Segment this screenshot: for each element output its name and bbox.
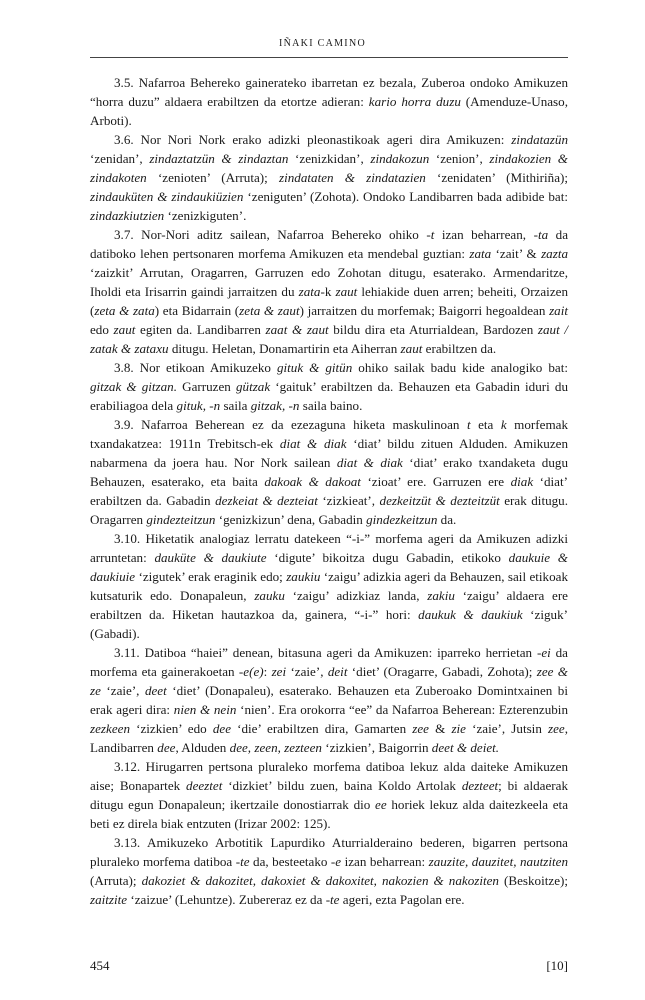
italic-term: dee <box>157 740 176 755</box>
italic-term: diat & diak <box>336 455 403 470</box>
italic-term: zaat & zaut <box>265 322 329 337</box>
text-run: ‘zigutek’ erak eraginik edo; <box>135 569 287 584</box>
text-run: ‘zenizkiguten’. <box>164 208 247 223</box>
italic-term: zaukiu <box>286 569 321 584</box>
italic-term: zaut <box>335 284 358 299</box>
text-run: horiek lekuz alda daitezkeela eta beti ez direla biak entzuten (Irizar 2002: 125). <box>90 797 569 831</box>
italic-term: -te <box>325 892 340 907</box>
italic-term: kario horra duzu <box>368 94 461 109</box>
text-run: ) jarraitzen du morfemak; Baigorri hegoaldean <box>299 303 550 318</box>
text-run: ‘zaie’, <box>286 664 328 679</box>
text-run: ‘zioat’ ere. Garruzen ere <box>360 474 511 489</box>
text-run: ‘zenion’, <box>429 151 490 166</box>
italic-term: zata <box>469 246 492 261</box>
paragraph <box>90 73 568 130</box>
italic-term: gituk & gitün <box>276 360 353 375</box>
text-run: ‘zizkieat’, <box>317 493 380 508</box>
text-run: da. <box>437 512 457 527</box>
italic-term: zie <box>451 721 466 736</box>
text-run: ‘zaizue’ (Lehuntze). Zubereraz ez da <box>127 892 326 907</box>
italic-term: zaut / zatak & zataxu <box>90 322 569 356</box>
text-run: da datiboko lehen pertsonaren morfema Amikuzen eta mendebal guztian: <box>90 227 569 261</box>
text-run: ‘gaituk’ erabiltzen da. Behauzen eta Gabadin iduri du erabiliagoa dela <box>90 379 568 413</box>
paragraph <box>90 415 568 529</box>
text-run: morfemak txandakatzea: 1911n Trebitsch-ek <box>90 417 568 451</box>
paragraph <box>90 225 568 358</box>
italic-term: gindezkeitzun <box>366 512 438 527</box>
body-text <box>90 73 568 909</box>
text-run: & <box>429 721 452 736</box>
text-run: ‘zizkien’, Baigorrin <box>321 740 432 755</box>
text-run: ‘zaie’, Jutsin <box>465 721 548 736</box>
text-run: saila <box>220 398 251 413</box>
page-number: 454 <box>90 958 110 973</box>
italic-term: deet <box>144 683 167 698</box>
text-run: ‘zenizkidan’, <box>288 151 371 166</box>
text-run: ‘diat’ erako txandaketa dugu Behauzen, esaterako, eta baita <box>90 455 568 489</box>
text-run: ‘diet’ (Oragarre, Gabadi, Zohota); <box>347 664 537 679</box>
text-run: 3.9. Nafarroa Beherean ez da ezezaguna hiketa maskulinoan <box>114 417 467 432</box>
text-run: ohiko sailak badu kide analogiko bat: <box>352 360 568 375</box>
italic-term: zindaztatzün & zindaztan <box>149 151 289 166</box>
italic-term: zei <box>271 664 287 679</box>
text-run: ‘zait’ & <box>491 246 542 261</box>
text-run: ageri, ezta Pagolan ere. <box>339 892 465 907</box>
text-run: (Amenduze-Unaso, Arboti). <box>90 94 568 128</box>
text-run: ‘nien’. Era orokorra “ee” da Nafarroa Beherean: Ezterenzubin <box>236 702 568 717</box>
italic-term: zaut <box>400 341 423 356</box>
text-run: izan beharrean: <box>341 854 429 869</box>
text-run: saila baino. <box>299 398 363 413</box>
italic-term: k <box>500 417 507 432</box>
italic-term: zindatazün <box>511 132 568 147</box>
text-run: -k <box>320 284 336 299</box>
italic-term: zazta <box>541 246 569 261</box>
italic-term: -e(e) <box>238 664 264 679</box>
italic-term: zindataten & zindatazien <box>279 170 426 185</box>
italic-term: deit <box>327 664 348 679</box>
italic-term: daukuk & daukiuk <box>418 607 523 622</box>
text-run: (Beskoitze); <box>498 873 568 888</box>
italic-term: zeta & zata <box>94 303 155 318</box>
italic-term: dee <box>212 721 232 736</box>
italic-term: zait <box>549 303 568 318</box>
text-run: 3.12. Hirugarren pertsona pluraleko morfema datiboa lekuz alda daiteke Amikuzen aise; Bonapartek <box>90 759 568 793</box>
paragraph <box>90 130 568 225</box>
paragraph <box>90 529 568 643</box>
paragraph <box>90 833 568 909</box>
text-run: eta <box>470 417 501 432</box>
text-run: erabiltzen da. <box>422 341 497 356</box>
text-run: ‘zizkien’ edo <box>130 721 213 736</box>
italic-term: gützak <box>235 379 271 394</box>
text-run: ‘diat’ erabiltzen da. Gabadin <box>90 474 568 508</box>
italic-term: zauku <box>254 588 285 603</box>
text-run: bildu dira eta Aturrialdean, Bardozen <box>328 322 538 337</box>
text-run: ‘zenidan’, <box>90 151 150 166</box>
italic-term: zata <box>298 284 321 299</box>
text-run: izan beharrean, <box>434 227 534 242</box>
text-run: 3.13. Amikuzeko Arbotitik Lapurdiko Aturrialderaino bederen, bigarren pertsona pluraleko morfema datiboa <box>90 835 568 869</box>
running-header: IÑAKI CAMINO <box>279 38 366 49</box>
italic-term: -ei <box>536 645 551 660</box>
italic-term: dezkeiat & dezteiat <box>215 493 318 508</box>
italic-term: -te <box>235 854 250 869</box>
italic-term: dakoziet & dakozitet, dakoxiet & dakoxitet, nakozien & nakoziten <box>141 873 499 888</box>
italic-term: gitzak & gitzan. <box>90 379 178 394</box>
italic-term: dakoak & dakoat <box>264 474 361 489</box>
text-run: da morfema eta gainerakoetan <box>90 645 568 679</box>
italic-term: zauzite, dauzitet, nautziten <box>428 854 569 869</box>
italic-term: -e <box>330 854 342 869</box>
italic-term: zeta & zaut <box>239 303 300 318</box>
italic-term: zindakozun <box>370 151 430 166</box>
paragraph <box>90 643 568 757</box>
italic-term: zee <box>412 721 429 736</box>
text-run: edo <box>90 322 114 337</box>
italic-term: gitzak, -n <box>250 398 300 413</box>
italic-term: deeztet <box>186 778 223 793</box>
text-run: ‘zeniguten’ (Zohota). Ondoko Landibarren bada adibide bat: <box>243 189 568 204</box>
text-run: 3.5. Nafarroa Behereko gainerateko ibarretan ez bezala, Zuberoa ondoko Amikuzen “horra duzu” aldaera erabiltzen da etortze adieran: <box>90 75 568 109</box>
text-run: ‘ziguk’ (Gabadi). <box>90 607 568 641</box>
italic-term: zee & ze <box>90 664 568 698</box>
text-run: ‘zaigu’ aldaera ere erabiltzen da. Hiketan hautazkoa da, gainera, “-i-” hori: <box>90 588 568 622</box>
text-run: da, besteetako <box>249 854 331 869</box>
italic-term: daukuie & daukiuie <box>90 550 568 584</box>
italic-term: gindezteitzun <box>146 512 216 527</box>
italic-term: zaut <box>113 322 136 337</box>
italic-term: zee <box>548 721 565 736</box>
text-run: ‘genizkizun’ dena, Gabadin <box>215 512 367 527</box>
italic-term: zaitzite <box>90 892 128 907</box>
text-run: : <box>263 664 272 679</box>
italic-term: t <box>466 417 471 432</box>
text-run: ; bi aldaerak ditugu egun Donapaleun; ikertzaile donostiarrak dio <box>90 778 568 812</box>
text-run: ) eta Bidarrain ( <box>154 303 240 318</box>
text-run: ‘dizkiet’ bildu zuen, baina Koldo Artolak <box>222 778 462 793</box>
header-rule <box>90 57 568 58</box>
italic-term: deet & deiet. <box>431 740 500 755</box>
italic-term: diat & diak <box>279 436 347 451</box>
italic-term: dezteet <box>461 778 499 793</box>
page-reference: [10] <box>546 958 568 973</box>
italic-term: dee, zeen, zezteen <box>229 740 322 755</box>
text-run: 3.6. Nor Nori Nork erako adizki pleonastikoak ageri dira Amikuzen: <box>114 132 512 147</box>
italic-term: dezkeitzüt & dezteitzüt <box>379 493 500 508</box>
paragraph <box>90 358 568 415</box>
text-run: ‘zenidaten’ (Mithiriña); <box>425 170 569 185</box>
italic-term: ee <box>375 797 387 812</box>
text-run: , Landibarren <box>90 721 569 755</box>
text-run: ‘zaigu’ adizkia ageri da Behauzen, sail etikoak kutsaturik edo. Donapaleun, <box>90 569 568 603</box>
italic-term: nien & nein <box>173 702 237 717</box>
italic-term: -ta <box>533 227 549 242</box>
italic-term: diak <box>510 474 534 489</box>
text-run: 3.10. Hiketatik analogiaz lerratu datekeen “-i-” morfema ageri da Amikuzen adizki arruntetan: <box>90 531 568 565</box>
paragraph <box>90 757 568 833</box>
italic-term: zakiu <box>427 588 455 603</box>
italic-term: zindakozien & zindakoten <box>90 151 568 185</box>
text-run: Garruzen <box>177 379 236 394</box>
text-run: ‘digute’ bikoitza dugu Gabadin, etikoko <box>266 550 509 565</box>
text-run: ditugu. Heletan, Donamartirin eta Aiherran <box>168 341 401 356</box>
text-run: ‘diet’ (Donapaleu), esaterako. Behauzen eta Zuberoako Domintxainen bi erak ageri dira: <box>90 683 568 717</box>
text-run: ‘die’ erabiltzen dira, Gamarten <box>231 721 413 736</box>
italic-term: -t <box>426 227 435 242</box>
text-run: (Arruta); <box>90 873 142 888</box>
text-run: , Alduden <box>175 740 230 755</box>
text-run: ‘zenioten’ (Arruta); <box>146 170 280 185</box>
text-run: ‘zaigu’ adizkiaz landa, <box>284 588 428 603</box>
italic-term: gituk, -n <box>176 398 221 413</box>
text-run: ‘zaie’, <box>100 683 145 698</box>
text-run: ‘zaizkit’ Arrutan, Oragarren, Garruzen edo Zohotan ditugu, esaterako. Armendaritze, Iholdi eta Irisarrin gaindi jarraitzen du <box>90 265 568 299</box>
text-run: erak ditugu. Oragarren <box>90 493 568 527</box>
text-run: egiten da. Landibarren <box>135 322 266 337</box>
italic-term: dauküte & daukiute <box>154 550 267 565</box>
text-run: 3.11. Datiboa “haiei” denean, bitasuna ageri da Amikuzen: iparreko herrietan <box>114 645 537 660</box>
text-run: ‘diat’ bildu zituen Alduden. Amikuzen nabarmena da joera hau. Nor Nork sailean <box>90 436 568 470</box>
italic-term: zezkeen <box>90 721 130 736</box>
text-run: 3.7. Nor-Nori aditz sailean, Nafarroa Behereko ohiko <box>114 227 427 242</box>
italic-term: zindazkiutzien <box>90 208 165 223</box>
italic-term: zindauküten & zindaukiüzien <box>90 189 244 204</box>
text-run: lehiakide duen arren; beheiti, Orzaizen ( <box>90 284 568 318</box>
text-run: 3.8. Nor etikoan Amikuzeko <box>114 360 277 375</box>
